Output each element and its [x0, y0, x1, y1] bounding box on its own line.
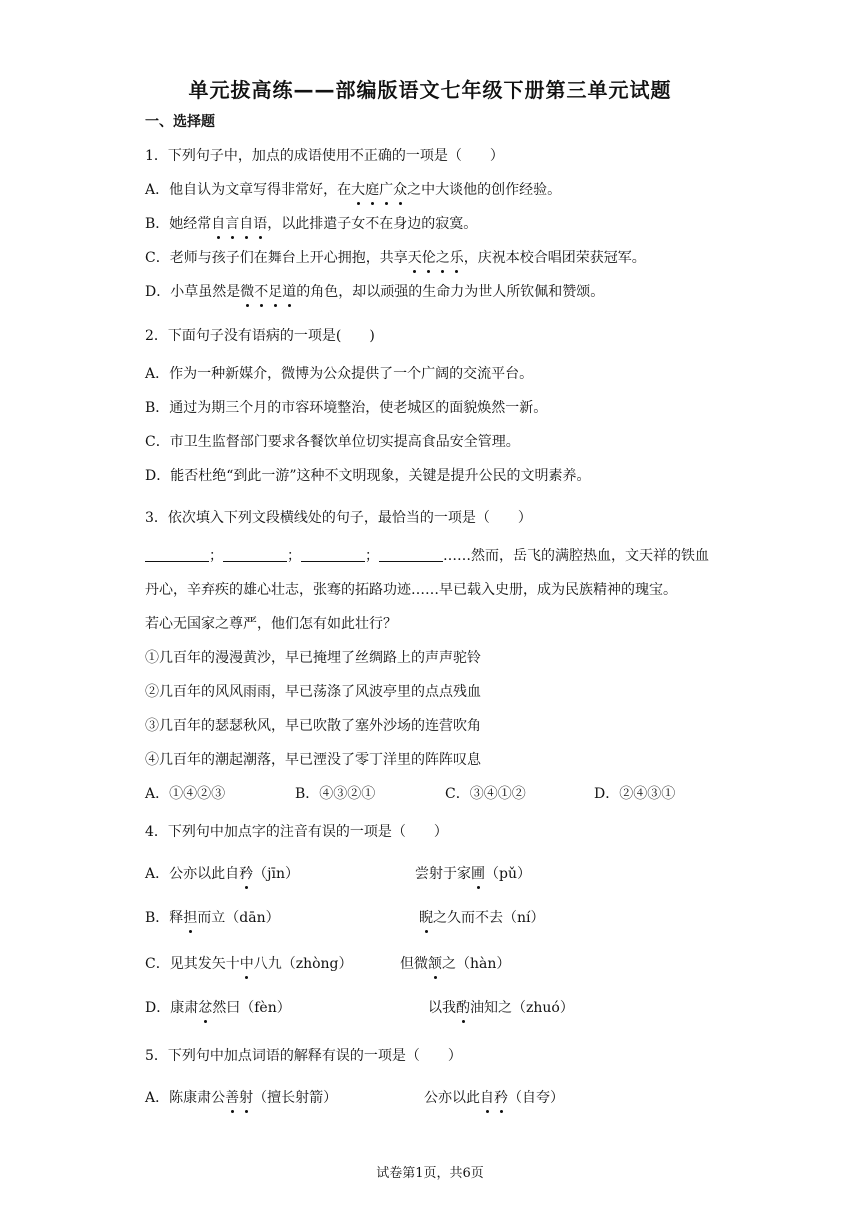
q2-option-d[interactable]: D．能否杜绝“到此一游”这种不文明现象，关键是提升公民的文明素养。	[145, 468, 591, 484]
q3-passage-line2: 丹心，辛弃疾的雄心壮志，张骞的拓路功迹……早已载入史册，成为民族精神的瑰宝。	[145, 582, 677, 598]
q4-option-a-right	[415, 864, 531, 884]
dotted-char: 射	[239, 1090, 254, 1106]
dotted-char: 足	[268, 284, 283, 300]
dotted-char: 自	[239, 216, 254, 232]
dotted-phrase	[351, 182, 407, 198]
option-text: 八九（zhòng）	[253, 956, 353, 972]
q1-option-a[interactable]	[145, 180, 561, 200]
separator: ；	[209, 548, 223, 564]
dotted-char: 自	[480, 1090, 494, 1106]
option-text: A．公亦以此自	[145, 866, 240, 882]
dotted-char: 圃	[471, 866, 485, 882]
dotted-phrase	[240, 284, 296, 300]
page-footer: 试卷第1页，共6页	[376, 1166, 484, 1181]
q2-option-b[interactable]: B．通过为期三个月的市容环境整治，使老城区的面貌焕然一新。	[145, 400, 548, 416]
q4-option-d-right	[428, 998, 574, 1018]
dotted-char: 大	[351, 182, 366, 198]
option-text: B．释	[145, 910, 184, 926]
option-text: 之（hàn）	[442, 956, 511, 972]
q1-option-b[interactable]	[145, 214, 477, 234]
option-text: 公亦以此	[424, 1090, 480, 1106]
dotted-char: 矜	[494, 1090, 508, 1106]
dotted-phrase	[480, 1090, 508, 1106]
dotted-char: 担	[183, 910, 198, 926]
page-title: 单元拔高练——部编版语文七年级下册第三单元试题	[188, 78, 672, 102]
dotted-char: 颔	[428, 956, 442, 972]
q4-stem: 4．下列句中加点字的注音有误的一项是（ ）	[145, 824, 448, 840]
dotted-char: 伦	[421, 250, 436, 266]
option-text: 之久而不去（ní）	[433, 910, 545, 926]
dotted-char: 乐	[449, 250, 464, 266]
option-text: C．老师与孩子们在舞台上开心拥抱，共享	[145, 250, 408, 266]
option-text: A．他自认为文章写得非常好，在	[145, 182, 352, 198]
q1-option-d[interactable]	[145, 282, 604, 302]
q4-option-b-left[interactable]	[145, 908, 280, 928]
q3-option-d[interactable]: D．②④③①	[594, 786, 676, 802]
option-text: （jīn）	[253, 866, 299, 882]
q5-stem: 5．下列句中加点词语的解释有误的一项是（ ）	[145, 1048, 462, 1064]
option-text: 以我	[428, 1000, 456, 1016]
dotted-char: 天	[407, 250, 422, 266]
blank-line	[379, 547, 443, 562]
dotted-char: 庭	[365, 182, 380, 198]
option-text: （pǔ）	[485, 866, 531, 882]
dotted-phrase	[225, 1090, 253, 1106]
blank-line	[301, 547, 365, 562]
separator: ；	[287, 548, 301, 564]
option-text: D．康肃	[145, 1000, 199, 1016]
q3-sentence-3: ③几百年的瑟瑟秋风，早已吹散了塞外沙场的连营吹角	[145, 718, 481, 734]
dotted-char: 语	[253, 216, 268, 232]
q3-sentence-2: ②几百年的风风雨雨，早已荡涤了风波亭里的点点残血	[145, 684, 481, 700]
q3-stem: 3．依次填入下列文段横线处的句子，最恰当的一项是（ ）	[145, 510, 532, 526]
q3-option-a[interactable]: A．①④②③	[145, 786, 226, 802]
q4-option-a-left[interactable]	[145, 864, 299, 884]
q4-option-b-right	[419, 908, 545, 928]
q2-option-c[interactable]: C．市卫生监督部门要求各餐饮单位切实提高食品安全管理。	[145, 434, 520, 450]
dotted-phrase	[408, 250, 464, 266]
q5-option-a-left[interactable]	[145, 1088, 337, 1108]
passage-text: ……然而，岳飞的满腔热血，文天祥的铁血	[443, 548, 709, 564]
q5-option-a-right	[424, 1088, 564, 1108]
dotted-char: 忿	[198, 1000, 213, 1016]
option-text: （擅长射箭）	[253, 1090, 338, 1106]
dotted-char: 言	[225, 216, 240, 232]
dotted-char: 广	[379, 182, 394, 198]
q2-stem: 2．下面句子没有语病的一项是( )	[145, 328, 375, 344]
option-text: 然曰（fèn）	[212, 1000, 291, 1016]
dotted-char: 微	[240, 284, 255, 300]
option-text: B．她经常	[145, 216, 212, 232]
option-text: 但微	[400, 956, 428, 972]
q1-stem: 1．下列句子中，加点的成语使用不正确的一项是（ ）	[145, 148, 504, 164]
dotted-char: 道	[282, 284, 297, 300]
q3-passage-line3: 若心无国家之尊严，他们怎有如此壮行？	[145, 616, 397, 632]
option-text: A．陈康肃公	[145, 1090, 226, 1106]
option-text: 之中大谈他的创作经验。	[407, 182, 562, 198]
option-text: 油知之（zhuó）	[470, 1000, 574, 1016]
option-text: （自夸）	[508, 1090, 564, 1106]
option-text: C．见其发矢十	[145, 956, 240, 972]
q2-option-a[interactable]: A．作为一种新媒介，微博为公众提供了一个广阔的交流平台。	[145, 366, 534, 382]
option-text: 而立（dān）	[197, 910, 280, 926]
blank-line	[223, 547, 287, 562]
dotted-char: 酌	[456, 1000, 470, 1016]
option-text: 的角色，却以顽强的生命力为世人所钦佩和赞颂。	[296, 284, 605, 300]
dotted-char: 睨	[419, 910, 433, 926]
section-heading: 一、选择题	[145, 114, 215, 130]
dotted-char: 之	[435, 250, 450, 266]
dotted-char: 善	[225, 1090, 240, 1106]
option-text: ，以此排遣子女不在身边的寂寞。	[267, 216, 478, 232]
option-text: ，庆祝本校合唱团荣获冠军。	[463, 250, 646, 266]
q4-option-d-left[interactable]	[145, 998, 291, 1018]
dotted-char: 自	[211, 216, 226, 232]
q4-option-c-right	[400, 954, 510, 974]
dotted-char: 中	[239, 956, 254, 972]
dotted-char: 众	[393, 182, 408, 198]
q3-sentence-1: ①几百年的漫漫黄沙，早已掩埋了丝绸路上的声声驼铃	[145, 650, 481, 666]
q4-option-c-left[interactable]	[145, 954, 353, 974]
option-text: 尝射于家	[415, 866, 471, 882]
dotted-char: 矜	[239, 866, 254, 882]
option-text: D．小草虽然是	[145, 284, 241, 300]
separator: ；	[365, 548, 379, 564]
q3-option-c[interactable]: C．③④①②	[445, 786, 526, 802]
blank-line	[145, 547, 209, 562]
dotted-char: 不	[254, 284, 269, 300]
dotted-phrase	[211, 216, 267, 232]
q1-option-c[interactable]	[145, 248, 646, 268]
q3-sentence-4: ④几百年的潮起潮落，早已湮没了零丁洋里的阵阵叹息	[145, 752, 481, 768]
q3-option-b[interactable]: B．④③②①	[295, 786, 376, 802]
q3-passage-line1	[145, 546, 709, 566]
